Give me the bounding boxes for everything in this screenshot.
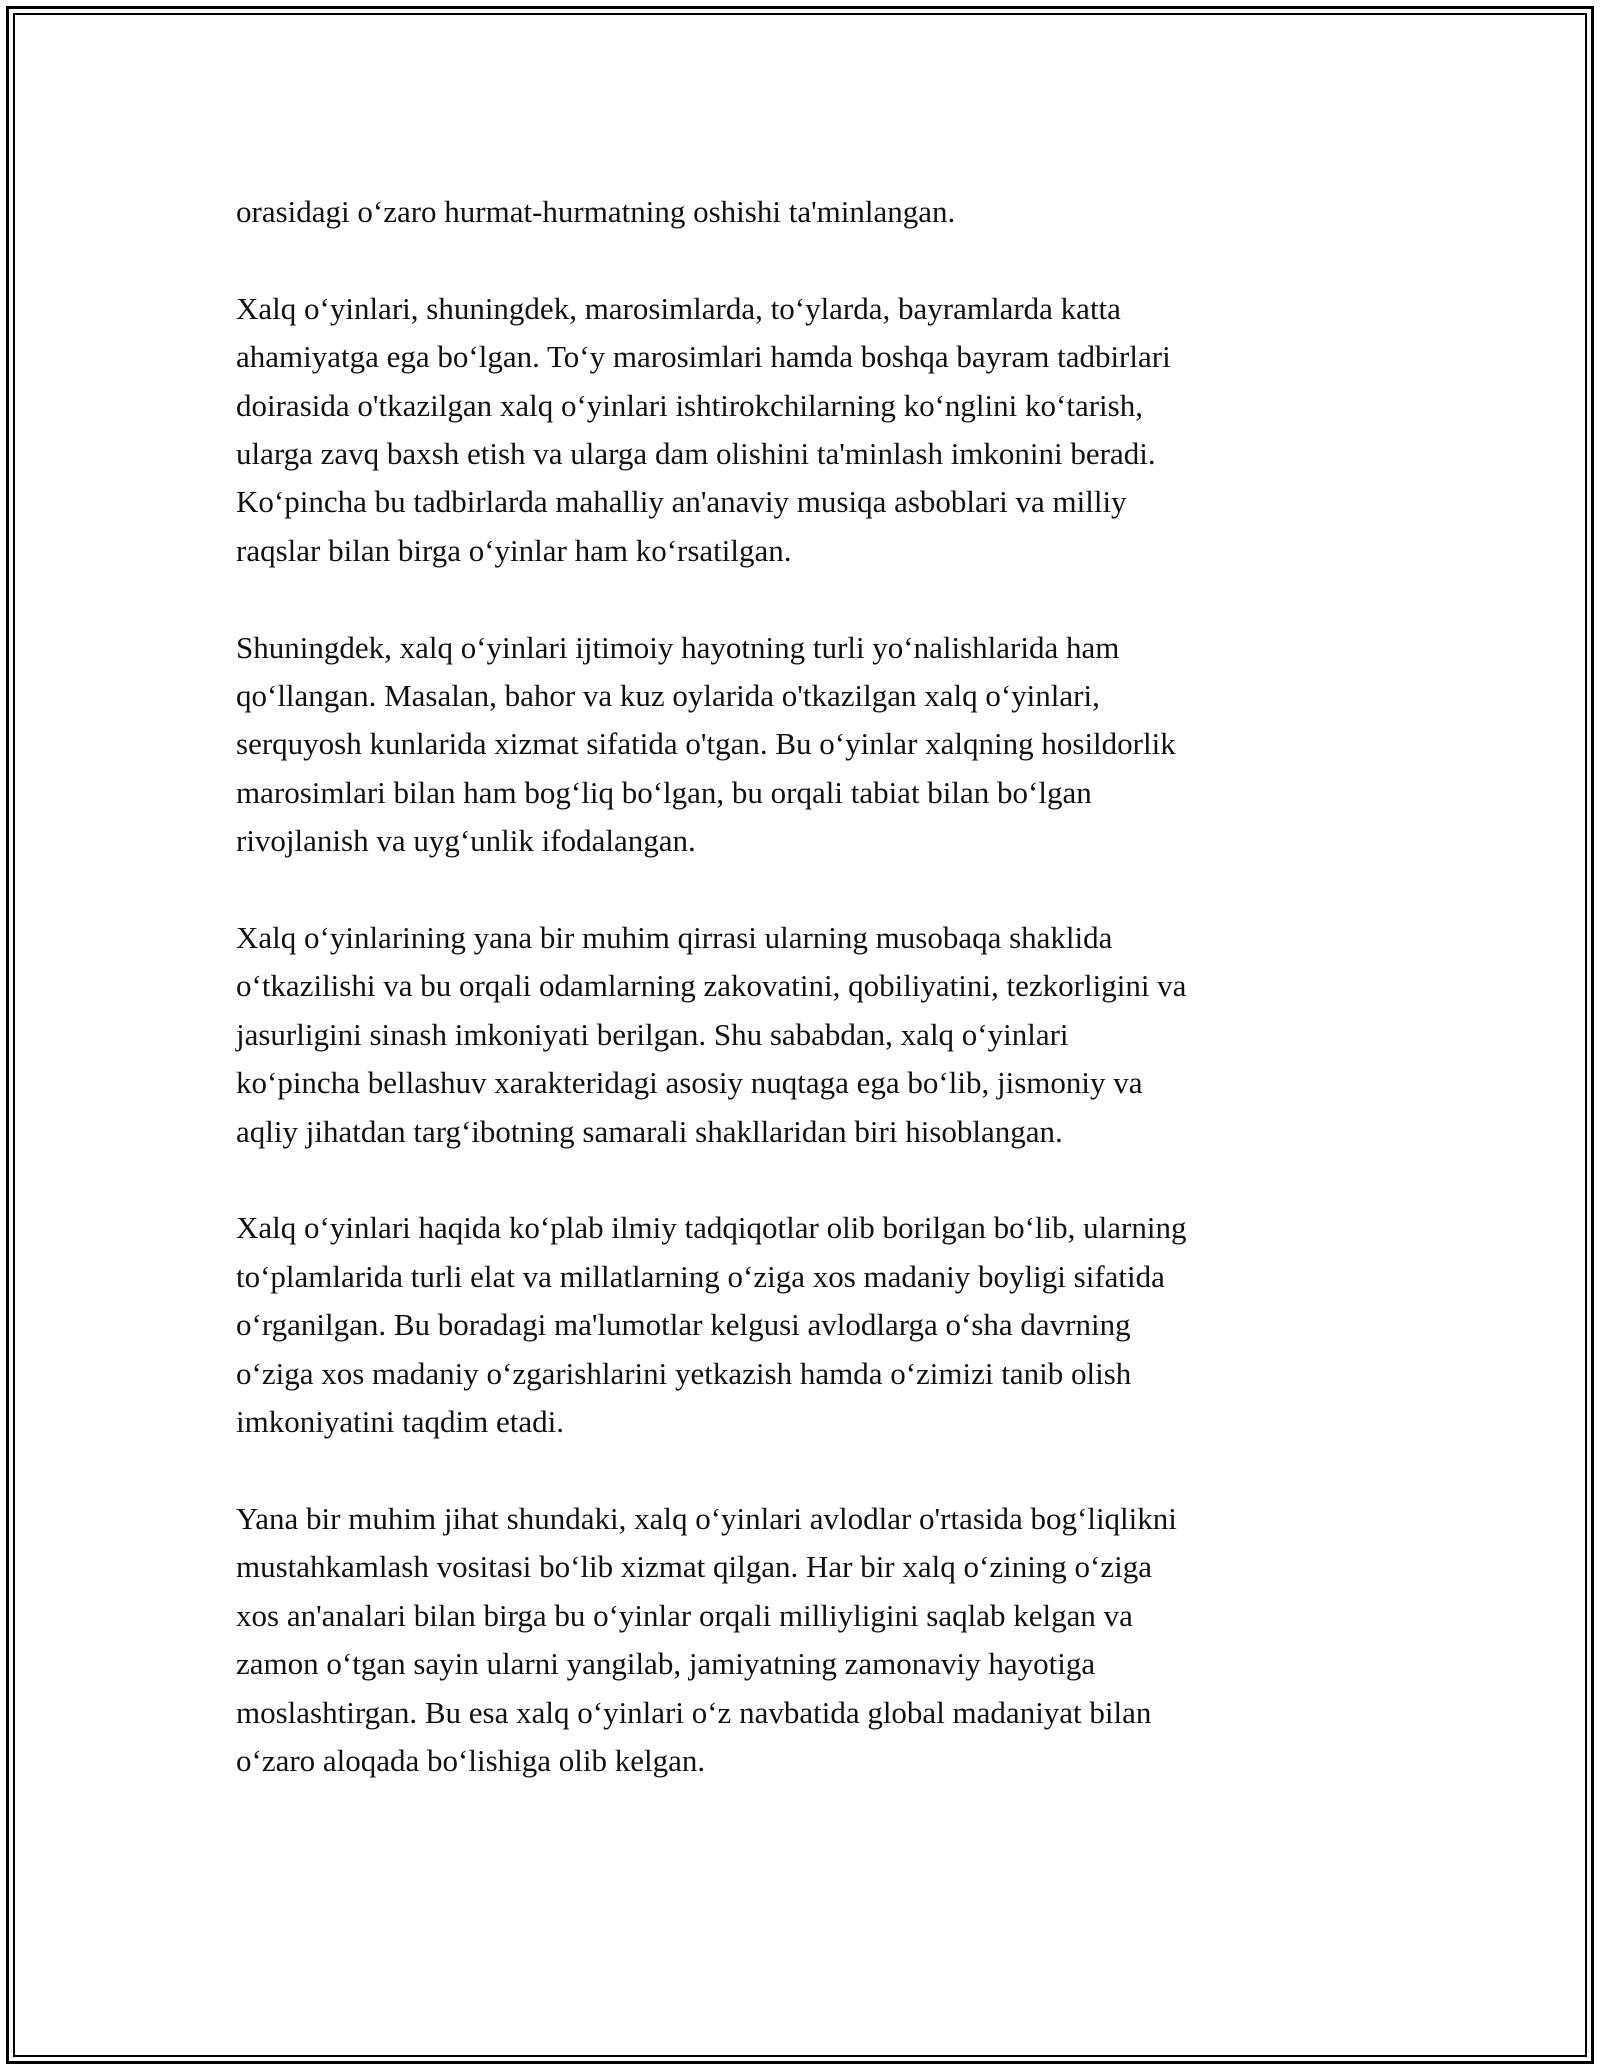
paragraph-6 [236,1495,1366,1785]
text-line: doirasida o'tkazilgan xalq o‘yinlari ishtirokchilarning ko‘nglini ko‘tarish, [236,387,1143,423]
text-line: ahamiyatga ega bo‘lgan. To‘y marosimlari hamda boshqa bayram tadbirlari [236,339,1171,375]
text-line: xos an'analari bilan birga bu o‘yinlar orqali milliyligini saqlab kelgan va [236,1597,1133,1633]
text-line: moslashtirgan. Bu esa xalq o‘yinlari o‘z navbatida global madaniyat bilan [236,1694,1152,1730]
text-line: jasurligini sinash imkoniyati berilgan. Shu sababdan, xalq o‘yinlari [236,1016,1069,1052]
text-line: to‘plamlarida turli elat va millatlarning o‘ziga xos madaniy boyligi sifatida [236,1258,1165,1294]
text-line: marosimlari bilan ham bog‘liq bo‘lgan, bu orqali tabiat bilan bo‘lgan [236,774,1092,810]
text-line: o‘ziga xos madaniy o‘zgarishlarini yetkazish hamda o‘zimizi tanib olish [236,1355,1132,1391]
text-line: Yana bir muhim jihat shundaki, xalq o‘yinlari avlodlar o'rtasida bog‘liqlikni [236,1500,1177,1536]
text-line: o‘zaro aloqada bo‘lishiga olib kelgan. [236,1742,706,1778]
document-body [236,188,1366,1834]
paragraph-3 [236,624,1366,866]
text-line: imkoniyatini taqdim etadi. [236,1404,565,1440]
text-line: zamon o‘tgan sayin ularni yangilab, jamiyatning zamonaviy hayotiga [236,1646,1096,1682]
text-line: o‘rganilgan. Bu boradagi ma'lumotlar kelgusi avlodlarga o‘sha davrning [236,1307,1131,1343]
text-line: Shuningdek, xalq o‘yinlari ijtimoiy hayotning turli yo‘nalishlarida ham [236,629,1120,665]
paragraph-2 [236,285,1366,575]
text-line: serquyosh kunlarida xizmat sifatida o'tgan. Bu o‘yinlar xalqning hosildorlik [236,726,1176,762]
text-line: o‘tkazilishi va bu orqali odamlarning zakovatini, qobiliyatini, tezkorligini va [236,968,1187,1004]
paragraph-5 [236,1204,1366,1446]
text-line: raqslar bilan birga o‘yinlar ham ko‘rsatilgan. [236,532,792,568]
text-line: orasidagi o‘zaro hurmat-hurmatning oshishi ta'minlangan. [236,194,956,229]
text-line: aqliy jihatdan targ‘ibotning samarali shakllaridan biri hisoblangan. [236,1113,1063,1149]
text-line: Ko‘pincha bu tadbirlarda mahalliy an'anaviy musiqa asboblari va milliy [236,484,1127,520]
text-line: Xalq o‘yinlarining yana bir muhim qirrasi ularning musobaqa shaklida [236,920,1113,956]
text-line: ularga zavq baxsh etish va ularga dam olishini ta'minlash imkonini beradi. [236,436,1156,472]
text-line: qo‘llangan. Masalan, bahor va kuz oylarida o'tkazilgan xalq o‘yinlari, [236,678,1100,714]
text-line: rivojlanish va uyg‘unlik ifodalangan. [236,823,696,859]
text-line: Xalq o‘yinlari, shuningdek, marosimlarda, to‘ylarda, bayramlarda katta [236,290,1121,326]
paragraph-1 [236,188,1366,236]
text-line: Xalq o‘yinlari haqida ko‘plab ilmiy tadqiqotlar olib borilgan bo‘lib, ularning [236,1210,1187,1246]
text-line: mustahkamlash vositasi bo‘lib xizmat qilgan. Har bir xalq o‘zining o‘ziga [236,1549,1153,1585]
text-line: ko‘pincha bellashuv xarakteridagi asosiy nuqtaga ega bo‘lib, jismoniy va [236,1065,1143,1101]
paragraph-4 [236,914,1366,1156]
